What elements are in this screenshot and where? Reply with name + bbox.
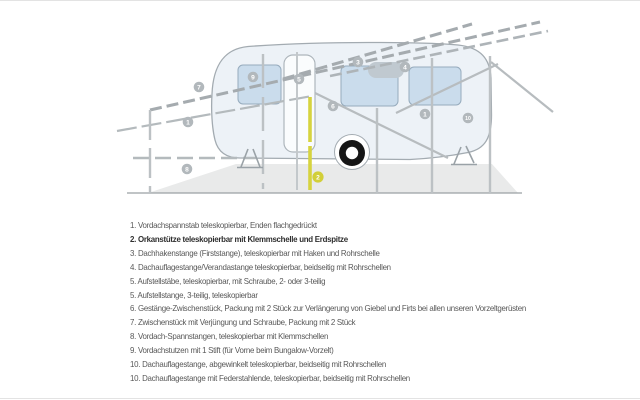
parts-list-item: 5. Aufstellstäbe, teleskopierbar, mit Schraube, 2- oder 3-teilig xyxy=(130,275,326,286)
svg-text:4: 4 xyxy=(403,64,407,72)
marker-9 xyxy=(248,72,259,83)
marker-8 xyxy=(182,164,193,175)
parts-list-item: 4. Dachauflagestange/Verandastange teleskopierbar, beidseitig mit Rohrschellen xyxy=(130,261,391,272)
page-border-bottom xyxy=(0,398,640,399)
svg-text:8: 8 xyxy=(185,166,189,174)
svg-text:1: 1 xyxy=(423,111,427,119)
marker-6 xyxy=(328,101,339,112)
parts-list-item: 10. Dachauflagestange mit Federstahlende, teleskopierbar, beidseitig mit Rohrschellen xyxy=(130,372,410,383)
marker-1b xyxy=(420,109,431,120)
wheel-hub xyxy=(346,147,358,159)
parts-list-item: 8. Vordach-Spannstangen, teleskopierbar mit Klemmschellen xyxy=(130,331,329,342)
parts-list-item: 6. Gestänge-Zwischenstück, Packung mit 2 Stück zur Verlängerung von Giebel und Firts bei allen unseren Vorzeltgerüsten xyxy=(130,303,526,314)
parts-list-item: 3. Dachhakenstange (Firststange), teleskopierbar mit Haken und Rohrschelle xyxy=(130,247,380,258)
parts-list-item: 9. Vordachstutzen mit 1 Stift (für Vorne beim Bungalow-Vorzelt) xyxy=(130,345,334,356)
diagonal-pole-outer xyxy=(491,62,553,112)
svg-text:9: 9 xyxy=(251,74,255,82)
parts-list-item: 7. Zwischenstück mit Verjüngung und Schraube, Packung mit 2 Stück xyxy=(130,317,356,328)
marker-2-highlight xyxy=(312,171,323,182)
svg-text:3: 3 xyxy=(356,59,360,67)
parts-list-item-highlighted: 2. Orkanstütze teleskopierbar mit Klemmschelle und Erdspitze xyxy=(130,233,348,244)
parts-list xyxy=(130,219,526,386)
marker-1 xyxy=(183,117,194,128)
svg-text:7: 7 xyxy=(197,84,201,92)
svg-text:5: 5 xyxy=(297,76,301,84)
svg-text:2: 2 xyxy=(316,174,320,182)
ground-mat xyxy=(148,164,518,193)
marker-7 xyxy=(194,82,205,93)
svg-text:1: 1 xyxy=(186,119,190,127)
marker-3 xyxy=(353,57,364,68)
parts-list-item: 10. Dachauflagestange, abgewinkelt teleskopierbar, beidseitig mit Rohrschellen xyxy=(130,359,386,370)
marker-4 xyxy=(400,62,411,73)
parts-list-item: 1. Vordachspannstab teleskopierbar, Enden flachgedrückt xyxy=(130,220,317,230)
marker-5 xyxy=(294,74,305,85)
svg-text:6: 6 xyxy=(331,103,335,111)
svg-text:10: 10 xyxy=(465,116,471,123)
marker-10 xyxy=(463,113,474,124)
parts-list-item: 5. Aufstellstange, 3-teilig, teleskopierbar xyxy=(130,289,258,300)
